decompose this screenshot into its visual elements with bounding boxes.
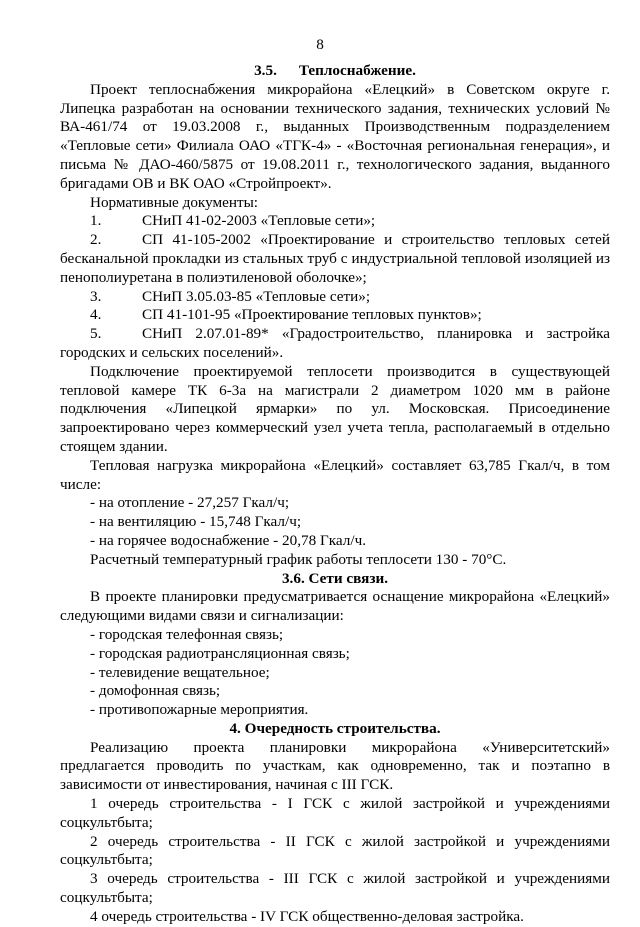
item-number: 5. xyxy=(90,325,102,343)
communication-intro: В проекте планировки предусматривается оснащение микрорайона «Елецкий» следующими видами связи и сигнализации: xyxy=(60,588,610,625)
item-number: 4. xyxy=(90,306,102,324)
section-4-heading: 4. Очередность строительства. xyxy=(229,719,441,737)
normative-doc-item xyxy=(60,325,610,363)
item-number: 2. xyxy=(90,231,102,249)
heat-load-paragraph: Тепловая нагрузка микрорайона «Елецкий» составляет 63,785 Гкал/ч, в том числе: xyxy=(60,456,610,493)
page-content xyxy=(60,62,610,927)
temperature-schedule: Расчетный температурный график работы теплосети 130 - 70°С. xyxy=(90,550,507,568)
heat-load-item: - на вентиляцию - 15,748 Гкал/ч; xyxy=(90,513,302,531)
item-number: 1. xyxy=(90,212,102,230)
item-text: СНиП 41-02-2003 «Тепловые сети»; xyxy=(142,212,376,230)
heat-supply-intro: Проект теплоснабжения микрорайона «Елецкий» в Советском округе г. Липецка разработан на основании технического задания, технических условий № ВА-461/74 от 19.03.2008 г., выданных Производственным подразделением «Тепловые сети» Филиала ОАО «ТГК-4» - «Восточная региональная генерация», и письма № ДАО-460/5875 от 19.08.2011 г., технологического задания, выданного бригадами ОВ и ВК ОАО «Стройпроект». xyxy=(60,80,610,192)
item-text: СНиП 2.07.01-89* «Градостроительство, планировка и застройка городских и сельских поселений». xyxy=(60,325,610,361)
communication-item: - противопожарные мероприятия. xyxy=(90,701,309,719)
item-text: СП 41-101-95 «Проектирование тепловых пунктов»; xyxy=(142,306,482,324)
section-number: 3.5. xyxy=(254,62,277,79)
normative-doc-item xyxy=(60,306,610,325)
construction-order-intro: Реализацию проекта планировки микрорайона «Университетский» предлагается проводить по участкам, как одновременно, так и поэтапно в зависимости от инвестирования, начиная с III ГСК. xyxy=(60,738,610,794)
heat-load-item: - на отопление - 27,257 Гкал/ч; xyxy=(90,494,290,512)
communication-item: - домофонная связь; xyxy=(90,682,221,700)
communication-item: - городская телефонная связь; xyxy=(90,625,284,643)
section-3-6-heading: 3.6. Сети связи. xyxy=(281,569,389,587)
construction-stage: 2 очередь строительства - II ГСК с жилой застройкой и учреждениями соцкультбыта; xyxy=(60,832,610,869)
item-text: СНиП 3.05.03-85 «Тепловые сети»; xyxy=(142,287,371,305)
construction-stage: 3 очередь строительства - III ГСК с жилой застройкой и учреждениями соцкультбыта; xyxy=(60,870,610,907)
communication-item: - городская радиотрансляционная связь; xyxy=(90,644,350,662)
construction-stage: 1 очередь строительства - I ГСК с жилой застройкой и учреждениями соцкультбыта; xyxy=(60,795,610,831)
normative-doc-item xyxy=(60,231,610,287)
item-number: 3. xyxy=(90,287,102,305)
heat-load-item: - на горячее водоснабжение - 20,78 Гкал/ч. xyxy=(90,531,367,549)
section-3-5-heading xyxy=(60,62,610,81)
communication-item: - телевидение вещательное; xyxy=(90,663,270,681)
connection-paragraph: Подключение проектируемой теплосети производится в существующей тепловой камере ТК 6-3а на магистрали 2 диаметром 1020 мм в районе подключения «Липецкой ярмарки» по ул. Московская. Присоединение запроектировано через коммерческий узел учета тепла, располагаемый в отдельно стоящем здании. xyxy=(60,362,610,455)
construction-stage: 4 очередь строительства - IV ГСК общественно-деловая застройка. xyxy=(90,907,524,925)
item-text: СП 41-105-2002 «Проектирование и строительство тепловых сетей бесканальной прокладки из стальных труб с индустриальной тепловой изоляцией из пенополиуретана в полиэтиленовой оболочке»; xyxy=(60,231,610,286)
section-title: Теплоснабжение. xyxy=(298,62,416,79)
normative-doc-item xyxy=(60,212,610,231)
page-number: 8 xyxy=(316,36,324,53)
normative-docs-title: Нормативные документы: xyxy=(90,193,259,211)
normative-doc-item xyxy=(60,288,610,307)
